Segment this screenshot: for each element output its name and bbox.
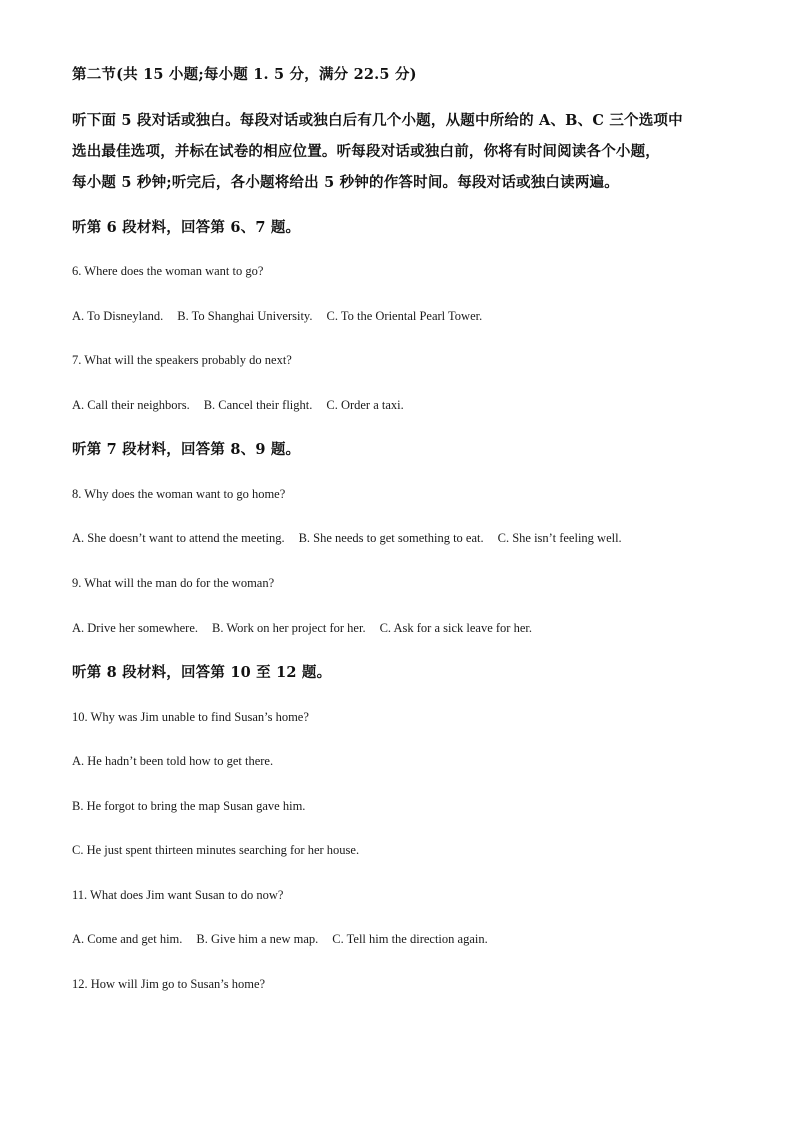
group-heading-1: 听第 6 段材料，回答第 6、7 题。 xyxy=(72,219,301,236)
option-7a: A. Call their neighbors. xyxy=(72,398,190,412)
instruction-line-3: 每小题 5 秒钟;听完后，各小题将给出 5 秒钟的作答时间。每段对话或独白读两遍。 xyxy=(72,174,619,191)
question-stem-6: 6. Where does the woman want to go? xyxy=(72,264,264,278)
option-7b: B. Cancel their flight. xyxy=(203,398,313,412)
option-11b: B. Give him a new map. xyxy=(196,932,319,946)
question-stem-9: 9. What will the man do for the woman? xyxy=(72,576,275,590)
option-9c: C. Ask for a sick leave for her. xyxy=(379,621,532,635)
question-stem-11: 11. What does Jim want Susan to do now? xyxy=(72,888,284,902)
question-stem-10: 10. Why was Jim unable to find Susan’s home? xyxy=(72,710,309,724)
option-6a: A. To Disneyland. xyxy=(72,309,164,323)
option-6b: B. To Shanghai University. xyxy=(177,309,313,323)
option-8a: A. She doesn’t want to attend the meeting. xyxy=(72,531,285,545)
option-6c: C. To the Oriental Pearl Tower. xyxy=(326,309,483,323)
question-stem-12: 12. How will Jim go to Susan’s home? xyxy=(72,977,266,991)
group-heading-3: 听第 8 段材料，回答第 10 至 12 题。 xyxy=(72,664,332,681)
option-8c: C. She isn’t feeling well. xyxy=(497,531,622,545)
question-options-11 xyxy=(72,933,488,946)
option-7c: C. Order a taxi. xyxy=(326,398,404,412)
question-stem-8: 8. Why does the woman want to go home? xyxy=(72,487,286,501)
question-options-9 xyxy=(72,622,532,635)
option-9a: A. Drive her somewhere. xyxy=(72,621,198,635)
instruction-line-2: 选出最佳选项，并标在试卷的相应位置。听每段对话或独白前，你将有时间阅读各个小题， xyxy=(72,143,660,160)
option-8b: B. She needs to get something to eat. xyxy=(298,531,484,545)
group-heading-2: 听第 7 段材料，回答第 8、9 题。 xyxy=(72,441,301,458)
option-10c: C. He just spent thirteen minutes searching for her house. xyxy=(72,843,360,857)
question-options-6 xyxy=(72,310,482,323)
instruction-line-1: 听下面 5 段对话或独白。每段对话或独白后有几个小题，从题中所给的 A、B、C 三个选项中 xyxy=(72,112,683,129)
question-stem-7: 7. What will the speakers probably do next? xyxy=(72,353,292,367)
option-11a: A. Come and get him. xyxy=(72,932,183,946)
option-11c: C. Tell him the direction again. xyxy=(332,932,488,946)
section-title: 第二节(共 15 小题;每小题 1. 5 分，满分 22.5 分) xyxy=(72,66,417,83)
option-10a: A. He hadn’t been told how to get there. xyxy=(72,754,274,768)
question-options-7 xyxy=(72,399,404,412)
question-options-8 xyxy=(72,532,622,545)
option-10b: B. He forgot to bring the map Susan gave him. xyxy=(72,799,306,813)
option-9b: B. Work on her project for her. xyxy=(212,621,366,635)
